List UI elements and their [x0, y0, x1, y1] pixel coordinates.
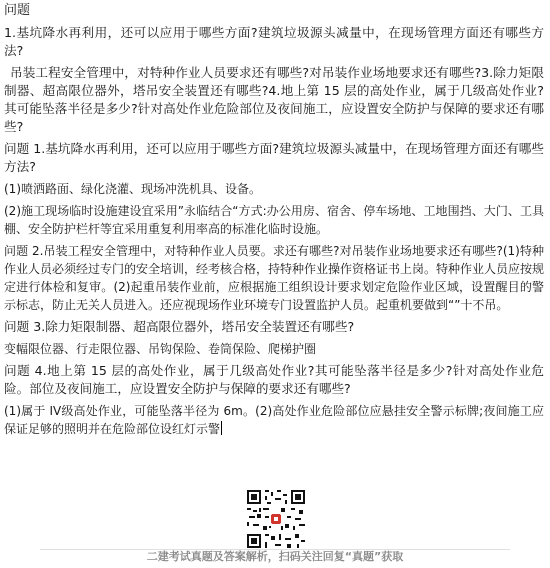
text-cursor — [221, 421, 222, 435]
paragraph-question-answer-2: 问题 2.吊装工程安全管理中，对特种作业人员要。求还有哪些?对吊装作业场地要求还有哪些?(1)特种作业人员必须经过专门的安全培训，经考核合格，持特种作业操作资格证书上岗。特种作业人员应按规定进行体检和复审。(2)起重吊装作业前，应根据施工组织设计要求划定危险作业区域，设置醒目的警示标志，防止无关人员进入。还应视现场作业环境专门设置监护人员。起重机要做到“”十不吊。 — [4, 244, 545, 312]
paragraph-question-4: 问题 4.地上第 15 层的高处作业，属于几级高处作业?其可能坠落半径是多少?针对高处作业危险。部位及夜间施工，应设置安全防护与保障的要求还有哪些? — [4, 363, 544, 396]
footer-notice: 二建考试真题及答案解析，扫码关注回复“真题”获取 — [146, 550, 404, 563]
paragraph-answer-4[interactable] — [4, 402, 544, 438]
paragraph-answer-1-part-1: (1)喷洒路面、绿化浇灌、现场冲洗机具、设备。 — [4, 182, 261, 196]
paragraph-question-1: 问题 1.基坑降水再利用，还可以应用于哪些方面?建筑垃圾源头减量中，在现场管理方面还有哪些方法? — [4, 141, 544, 174]
paragraph-question-1-intro: 1.基坑降水再利用，还可以应用于哪些方面?建筑垃圾源头减量中，在现场管理方面还有哪些方法? — [4, 25, 544, 58]
paragraph-answer-4-text: (1)属于 IV级高处作业，可能坠落半径为 6m。(2)高处作业危险部位应悬挂安全警示标牌;夜间施工应保证足够的照明并在危险部位设红灯示警 — [4, 404, 544, 436]
paragraph-question-3: 问题 3.除力矩限制器、超高限位器外，塔吊安全装置还有哪些? — [4, 319, 355, 334]
document-body — [4, 2, 544, 442]
paragraph-questions-2-4-intro: 吊装工程安全管理中，对特种作业人员要求还有哪些?对吊装作业场地要求还有哪些?3.除力矩限制器、超高限位器外，塔吊安全装置还有哪些?4.地上第 15 层的高处作业，属于几级高处作业?其可能坠落半径是多少?针对高处作业危险部位及夜间施工，应设置安全防护与保障的要求还有哪些? — [4, 65, 544, 134]
document-title: 问题 — [4, 3, 31, 18]
qr-code-icon[interactable] — [247, 490, 305, 548]
paragraph-answer-1-part-2: (2)施工现场临时设施建设宜采用”永临结合“方式:办公用房、宿舍、停车场地、工地围挡、大门、工具棚、安全防护栏杆等宜采用重复利用率高的标准化临时设施。 — [4, 204, 544, 236]
paragraph-answer-3: 变幅限位器、行走限位器、吊钩保险、卷筒保险、爬梯护圈 — [4, 342, 317, 356]
